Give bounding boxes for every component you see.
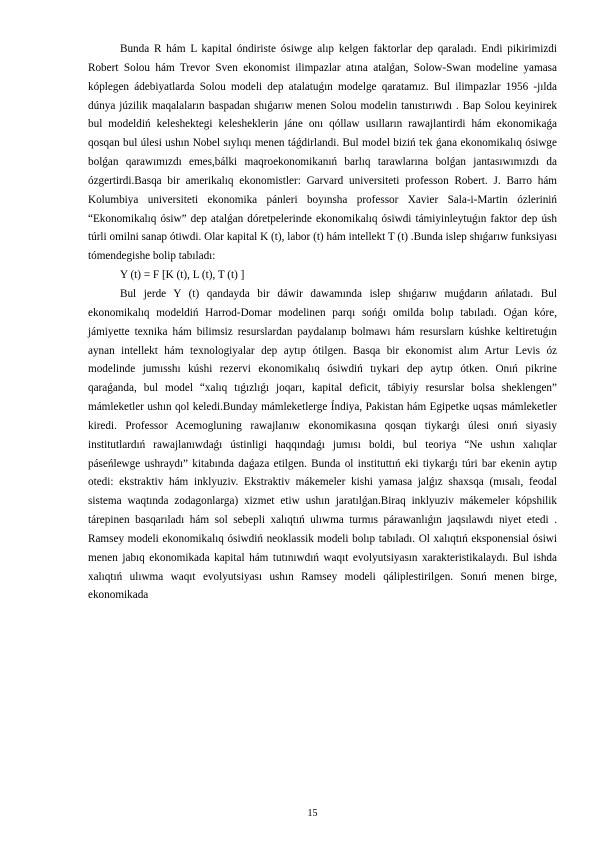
document-body [88, 40, 557, 605]
paragraph-solow-model: Bunda R hám L kapital óndiriste ósiwge alıp kelgen faktorlar dep qaraladı. Endi pikirimizdi Robert Solou hám Trevor Sven ekonomist ilimpazlar atına atalǵan, Solow-Swan modeline yamasa kóplegen ádebiyatlarda Solou modeli dep atalatuǵın modelge qaratamız. Bul ilimpazlar 1956 -jılda dúnya júzilik maqalaların baspadan shıǵarıw menen Solou modelin tanıstırıwdı . Bap Solou keyinirek bul modeldiń keleshektegi kelesheklerin jáne onı qóllaw usılların rawajlantirdi hám ekonomikaǵa qosqan bul úlesi ushın Nobel sıylıqı menen táǵdirlandi. Bul model biziń tek ǵana ekonomikalıq ósiwge bolǵan qarawımızdı emes,bálki maqroekonomikanıń barlıq tarawlarına bolǵan jantasıwımızdı da ózgertirdi.Basqa bir amerikalıq ekonomistler: Garvard universiteti professon Robert. J. Barro hám Kolumbiya universiteti ekonomika pánleri boyınsha professor Xavier Sala-i-Martin ózleriniń “Ekonomikalıq ósiw” dep atalǵan dóretpelerinde ekonomikalıq ósiwdi támiyinleytuǵın faktor dep úsh túrli omilni sanap ótiwdi. Olar kapital K (t), labor (t) hám intellekt T (t) .Bunda islep shıǵarıw funksiyası tómendegishe bolip tabıladı: [88, 43, 557, 263]
production-function-formula: Y (t) = F [K (t), L (t), T (t) ] [120, 269, 245, 282]
paragraph-growth-models: Bul jerde Y (t) qandayda bir dáwir dawamında islep shıǵarıw muǵdarın ańlatadı. Bul ekonomikalıq modeldiń Harrod-Domar modelinen parqı sońǵı omilda bolıp tabıladı. Oǵan kóre, jámiyette texnika hám bilimsiz resurslardan paydalanıp bolmawı hám resurslarn kúshke keltiretuǵın aynan intellekt hám texnologiyalar dep aytıp ótilgen. Basqa bir ekonomist alım Artur Levis óz modelinde jumısshı kúshi rezervi ekonomikalıq ósiwdiń tıykari dep aytıp ótken. Onıń pikrine qaraǵanda, bul model “xalıq tıǵızlıǵı joqarı, kapital deficit, tábiyiy resurslar bolsa sheklengen” mámleketler ushın qol keledi.Bunday mámleketlerge Índiya, Pakistan hám Egipetke uqsas mámleketler kiredi. Professor Acemogluning rawajlanıw ekonomikasına qosqan tiykarǵı úlesi onıń siyasiy institutlardıń rawajlanıwdaǵı ústinligi haqqındaǵı jumısı boldi, bul teoriya “Ne ushın xalıqlar páseńlewge ushraydı” kitabında daǵaza etilgen. Bunda ol instituttıń eki tiykarǵı túri bar ekenin aytıp otedi: ekstraktiv hám inklyuziv. Ekstraktiv mákemeler kishi yamasa jalǵız shaxsqa (mısalı, feodal sistema waqtında zodagonlarga) xizmet etiw ushın jaratılǵan.Biraq inklyuziv mákemeler kópshilik tárepinen basqarıladı hám sol sebepli xalıqtıń ulıwma turmıs párawanlıǵın jaqsılawdı niyet etedi . Ramsey modeli ekonomikalıq ósiwdiń neoklassik modeli bolıp tabıladı. Ol xalıqtıń eksponensial ósiwi menen jabıq ekonomikada kapital hám tutınıwdıń waqıt evolyutsiyasın xarakteristikalaydı. Bul ishda xalıqtıń ulıwma waqıt evolyutsiyası ushın Ramsey modeli qáliplestirilgen. Sonıń menen birge, ekonomikada [88, 287, 557, 602]
page-number: 15 [307, 808, 318, 819]
